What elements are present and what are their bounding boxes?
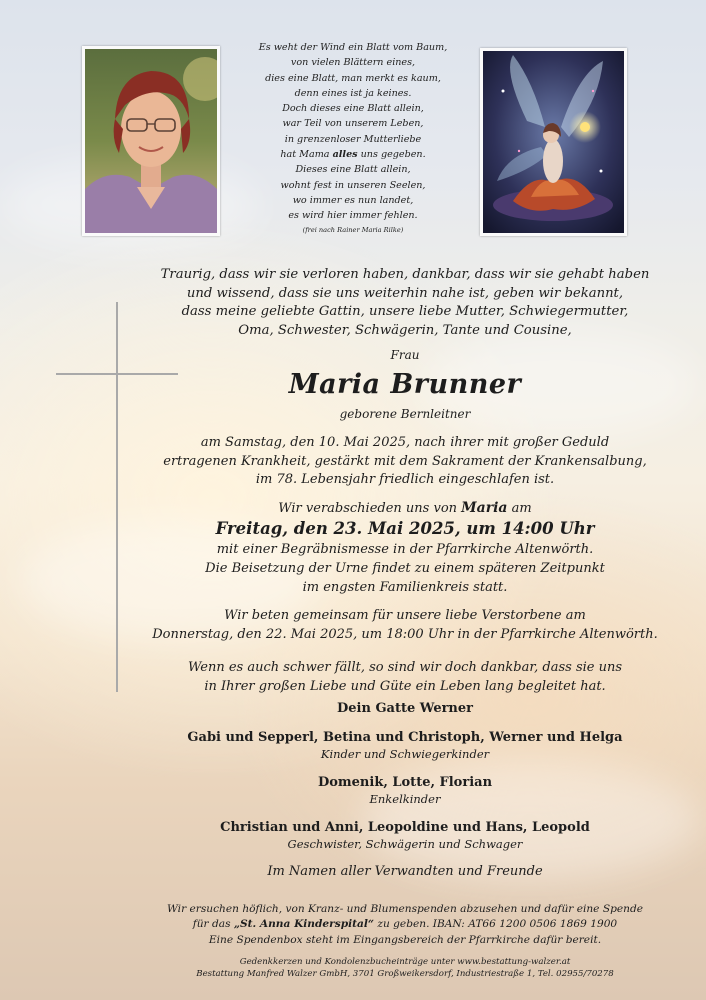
portrait-image	[85, 49, 217, 233]
poem-line: Es weht der Wind ein Blatt vom Baum,	[258, 42, 448, 53]
poem-line: dies eine Blatt, man merkt es kaum,	[265, 72, 441, 84]
mourner-role: Kinder und Schwiegerkinder	[320, 747, 490, 761]
poem-line: Doch dieses eine Blatt allein,	[282, 103, 424, 115]
prayer-notice: Wir beten gemeinsam für unsere liebe Verstorbene am Donnerstag, den 22. Mai 2025, um 18:00 Uhr in der Pfarrkirche Altenwörth.	[152, 608, 658, 642]
urn-notice: Die Beisetzung der Urne findet zu einem späteren Zeitpunkt im engsten Familienkreis statt.	[205, 561, 605, 595]
poem-source: (frei nach Rainer Maria Rilke)	[302, 225, 404, 234]
poem-line: es wird hier immer fehlen.	[288, 210, 418, 222]
poem-bold-word: alles	[332, 149, 358, 161]
poem-line: hat Mama alles uns gegeben.	[280, 149, 426, 161]
funeral-date: Freitag, den 23. Mai 2025, um 14:00 Uhr	[215, 519, 595, 538]
poem-line: von vielen Blättern eines,	[290, 57, 416, 69]
charity-name: „St. Anna Kinderspital“	[233, 918, 374, 931]
death-notice: am Samstag, den 10. Mai 2025, nach ihrer mit großer Geduld ertragenen Krankheit, gestärkt mit dem Sakrament der Krankensalbung, im 78. Lebensjahr friedlich eingeschlafen ist.	[163, 435, 647, 488]
salutation: Frau	[390, 348, 420, 362]
mourner-names: Dein Gatte Werner	[336, 701, 474, 716]
mourner-names: Domenik, Lotte, Florian	[317, 775, 493, 790]
farewell-line: Wir verabschieden uns von Maria am	[278, 500, 532, 516]
mourner-role: Enkelkinder	[369, 792, 441, 806]
mourner-role: Geschwister, Schwägerin und Schwager	[287, 837, 523, 851]
fairy-image	[483, 51, 624, 233]
poem-line: denn eines ist ja keines.	[294, 87, 412, 99]
poem-line: war Teil von unserem Leben,	[282, 118, 424, 130]
gratitude-text: Wenn es auch schwer fällt, so sind wir doch dankbar, dass sie uns in Ihrer großen Liebe und Güte ein Leben lang begleitet hat.	[187, 660, 623, 694]
poem-line: in grenzenloser Mutterliebe	[284, 133, 422, 145]
poem-line: wo immer es nun landet,	[292, 194, 414, 206]
intro-text: Traurig, dass wir sie verloren haben, dankbar, dass wir sie gehabt haben und wissend, dass sie uns weiterhin nahe ist, geben wir bekannt, dass meine geliebte Gattin, unsere liebe Mutter, Schwiegermutter, Oma, Schwester, Schwägerin, Tante und Cousine,	[160, 267, 650, 338]
relatives-line: Im Namen aller Verwandten und Freunde	[267, 864, 543, 879]
portrait-photo	[82, 46, 220, 236]
footer: Gedenkkerzen und Kondolenzbucheinträge unter www.bestattung-walzer.at Bestattung Manfred Walzer GmbH, 3701 Großweikersdorf, Industriestraße 1, Tel. 02955/70278	[196, 957, 614, 980]
poem-line: Dieses eine Blatt allein,	[295, 164, 411, 176]
birth-name: geborene Bernleitner	[339, 407, 471, 421]
mourner-names: Gabi und Sepperl, Betina und Christoph, Werner und Helga	[187, 730, 623, 745]
fairy-picture	[480, 48, 627, 236]
poem	[236, 40, 470, 236]
donation-request: Wir ersuchen höflich, von Kranz- und Blumenspenden abzusehen und dafür eine Spende für das „St. Anna Kinderspital“ zu geben. IBAN: AT66 1200 0506 1869 1900 Eine Spendenbox steht im Eingangsbereich der Pfarrkirche dafür bereit.	[166, 903, 643, 946]
deceased-name: Maria Brunner	[288, 369, 522, 400]
mourner-names: Christian und Anni, Leopoldine und Hans, Leopold	[220, 820, 590, 835]
funeral-mass: mit einer Begräbnismesse in der Pfarrkirche Altenwörth.	[216, 542, 594, 557]
farewell-name: Maria	[461, 500, 508, 516]
poem-line: wohnt fest in unseren Seelen,	[280, 179, 426, 191]
